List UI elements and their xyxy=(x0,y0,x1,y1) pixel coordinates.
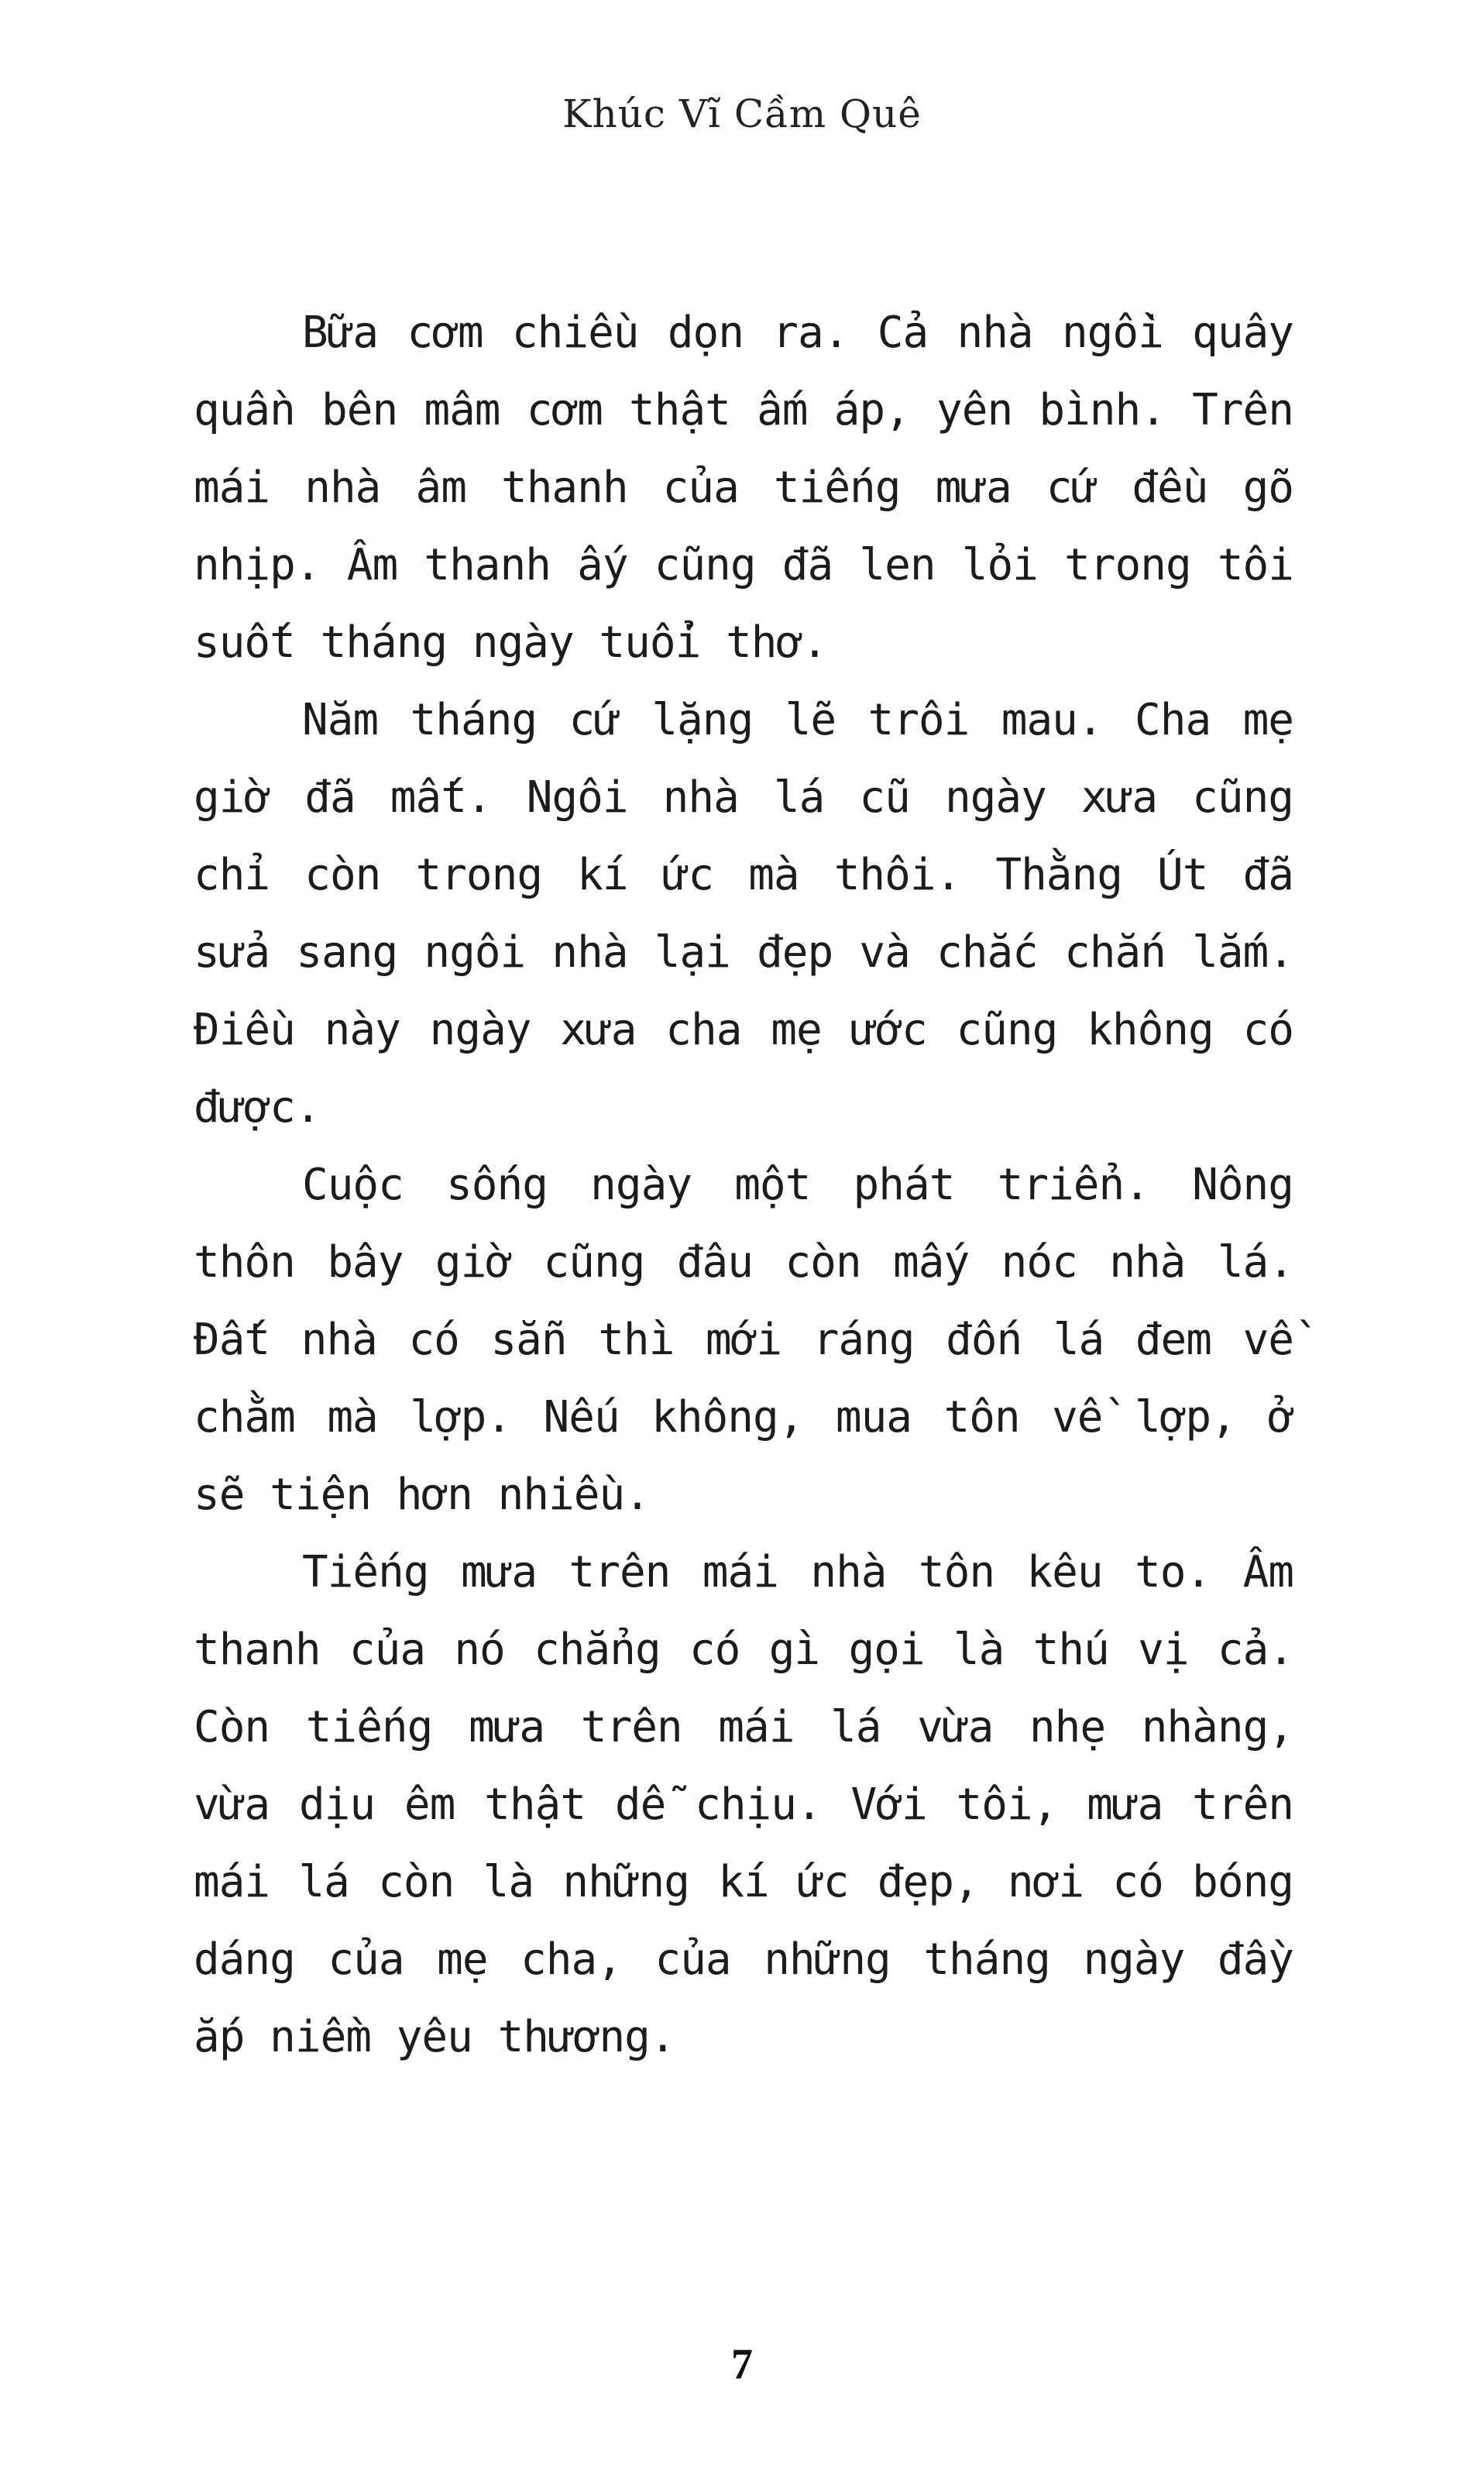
paragraph-3: Cuộc sống ngày một phát triển. Nông thôn bây giờ cũng đâu còn mấy nóc nhà lá. Đất nhà có sẵn thì mới ráng đốn lá đem về chằm mà lợp. Nếu không, mua tôn về lợp, ở sẽ tiện hơn nhiều. xyxy=(194,1160,1293,1520)
body-text xyxy=(194,294,1293,2076)
paragraph-2: Năm tháng cứ lặng lẽ trôi mau. Cha mẹ giờ đã mất. Ngôi nhà lá cũ ngày xưa cũng chỉ còn trong kí ức mà thôi. Thằng Út đã sửa sang ngôi nhà lại đẹp và chắc chắn lắm. Điều này ngày xưa cha mẹ ước cũng không có được. xyxy=(194,695,1293,1133)
paragraph-1: Bữa cơm chiều dọn ra. Cả nhà ngồi quây quần bên mâm cơm thật ấm áp, yên bình. Trên mái nhà âm thanh của tiếng mưa cứ đều gõ nhịp. Âm thanh ấy cũng đã len lỏi trong tôi suốt tháng ngày tuổi thơ. xyxy=(194,308,1293,668)
page-number: 7 xyxy=(731,2340,753,2388)
paragraph-4: Tiếng mưa trên mái nhà tôn kêu to. Âm thanh của nó chẳng có gì gọi là thú vị cả. Còn tiếng mưa trên mái lá vừa nhẹ nhàng, vừa dịu êm thật dễ chịu. Với tôi, mưa trên mái lá còn là những kí ức đẹp, nơi có bóng dáng của mẹ cha, của những tháng ngày đầy ắp niềm yêu thương. xyxy=(194,1547,1293,2062)
running-header: Khúc Vĩ Cầm Quê xyxy=(562,91,922,136)
